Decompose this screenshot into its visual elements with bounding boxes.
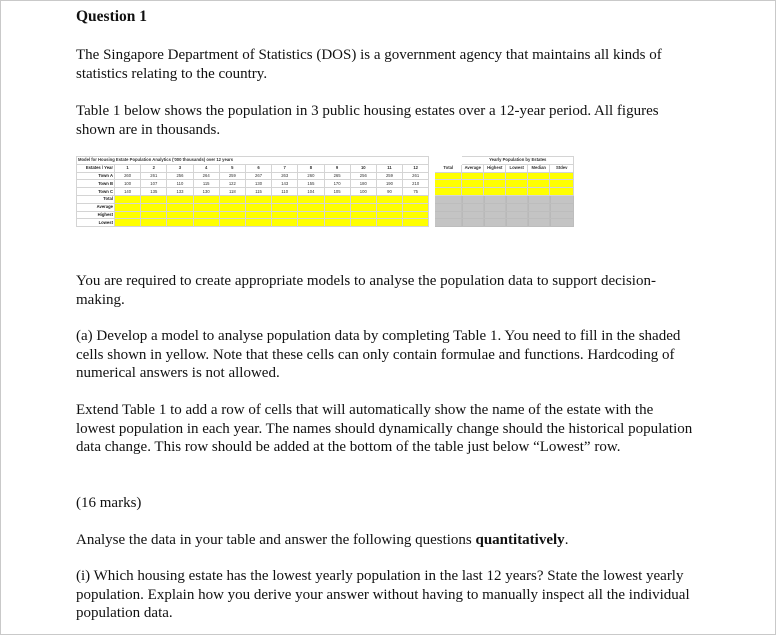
yellow-formula-cell <box>193 211 219 219</box>
grey-hatched-cell <box>506 195 528 203</box>
year-header: 11 <box>376 164 402 172</box>
population-value: 110 <box>167 180 193 188</box>
stat-header: Stdev <box>550 164 574 172</box>
population-value: 260 <box>298 172 324 180</box>
population-value: 259 <box>376 172 402 180</box>
population-value: 261 <box>403 172 429 180</box>
yellow-formula-cell <box>403 211 429 219</box>
yellow-formula-cell <box>115 203 141 211</box>
grey-hatched-cell <box>484 219 506 227</box>
population-value: 115 <box>193 180 219 188</box>
grey-hatched-cell <box>435 203 462 211</box>
summary-label: Highest <box>77 211 115 219</box>
grey-hatched-cell <box>528 195 550 203</box>
spacer-cell <box>435 157 462 165</box>
yellow-formula-cell <box>298 203 324 211</box>
population-value: 104 <box>298 188 324 196</box>
population-value: 256 <box>167 172 193 180</box>
intro-paragraph: The Singapore Department of Statistics (DOS) is a government agency that maintains all kinds of statistics relating to the country. <box>76 47 662 82</box>
population-value: 180 <box>350 180 376 188</box>
yellow-formula-cell <box>193 219 219 227</box>
yellow-formula-cell <box>141 211 167 219</box>
yellow-formula-cell <box>550 180 574 188</box>
yellow-formula-cell <box>435 188 462 196</box>
population-value: 100 <box>350 188 376 196</box>
town-label: Town B <box>77 180 115 188</box>
yellow-formula-cell <box>272 211 298 219</box>
spreadsheet-table-image <box>76 156 679 230</box>
yellow-formula-cell <box>350 195 376 203</box>
summary-row <box>77 211 574 219</box>
yellow-formula-cell <box>141 219 167 227</box>
grey-hatched-cell <box>462 211 484 219</box>
yellow-formula-cell <box>219 195 245 203</box>
yellow-formula-cell <box>376 195 402 203</box>
yellow-formula-cell <box>272 203 298 211</box>
yellow-formula-cell <box>167 203 193 211</box>
yellow-formula-cell <box>376 219 402 227</box>
yellow-formula-cell <box>462 180 484 188</box>
population-table <box>76 156 574 227</box>
population-value: 261 <box>141 172 167 180</box>
summary-label: Lowest <box>77 219 115 227</box>
yellow-formula-cell <box>484 180 506 188</box>
yellow-formula-cell <box>528 172 550 180</box>
population-value: 110 <box>272 188 298 196</box>
stat-header: Median <box>528 164 550 172</box>
year-header: 10 <box>350 164 376 172</box>
grey-hatched-cell <box>484 211 506 219</box>
table-intro-paragraph: Table 1 below shows the population in 3 public housing estates over a 12-year period. All figures shown are in thousands. <box>76 103 659 138</box>
yellow-formula-cell <box>141 203 167 211</box>
grey-hatched-cell <box>484 203 506 211</box>
yellow-formula-cell <box>350 211 376 219</box>
population-value: 259 <box>219 172 245 180</box>
population-value: 256 <box>350 172 376 180</box>
yellow-formula-cell <box>219 219 245 227</box>
grey-hatched-cell <box>435 219 462 227</box>
year-header: 4 <box>193 164 219 172</box>
analyse-paragraph <box>76 531 696 550</box>
table-header-row <box>77 164 574 172</box>
yellow-formula-cell <box>350 219 376 227</box>
yellow-formula-cell <box>272 219 298 227</box>
population-value: 133 <box>167 188 193 196</box>
yellow-formula-cell <box>403 219 429 227</box>
yellow-formula-cell <box>324 203 350 211</box>
population-value: 130 <box>245 180 271 188</box>
population-value: 155 <box>298 180 324 188</box>
analyse-suffix: . <box>564 532 569 548</box>
summary-row <box>77 203 574 211</box>
yellow-formula-cell <box>506 180 528 188</box>
population-value: 140 <box>115 188 141 196</box>
stat-header: Average <box>462 164 484 172</box>
analyse-bold: quantitatively <box>475 532 565 548</box>
yellow-formula-cell <box>403 195 429 203</box>
grey-hatched-cell <box>506 219 528 227</box>
year-header: 7 <box>272 164 298 172</box>
population-value: 122 <box>219 180 245 188</box>
yellow-formula-cell <box>298 219 324 227</box>
grey-hatched-cell <box>506 203 528 211</box>
yellow-formula-cell <box>167 195 193 203</box>
population-value: 260 <box>115 172 141 180</box>
question-title: Question 1 <box>76 8 148 25</box>
population-value: 105 <box>324 188 350 196</box>
grey-hatched-cell <box>528 211 550 219</box>
year-header: 6 <box>245 164 271 172</box>
yellow-formula-cell <box>298 211 324 219</box>
grey-hatched-cell <box>550 195 574 203</box>
year-header: 1 <box>115 164 141 172</box>
grey-hatched-cell <box>550 203 574 211</box>
year-header: 8 <box>298 164 324 172</box>
grey-hatched-cell <box>462 203 484 211</box>
town-row <box>77 172 574 180</box>
population-value: 263 <box>272 172 298 180</box>
grey-hatched-cell <box>550 219 574 227</box>
yellow-formula-cell <box>506 172 528 180</box>
yellow-formula-cell <box>528 188 550 196</box>
yellow-formula-cell <box>324 219 350 227</box>
yellow-formula-cell <box>298 195 324 203</box>
grey-hatched-cell <box>462 195 484 203</box>
yearly-population-header: Yearly Population by Estates <box>462 157 574 165</box>
yellow-formula-cell <box>193 203 219 211</box>
yellow-formula-cell <box>350 203 376 211</box>
year-header: 9 <box>324 164 350 172</box>
grey-hatched-cell <box>550 211 574 219</box>
yellow-formula-cell <box>376 203 402 211</box>
yellow-formula-cell <box>219 211 245 219</box>
table-title-row <box>77 157 574 165</box>
corner-header: Estates \ Year <box>77 164 115 172</box>
grey-hatched-cell <box>435 195 462 203</box>
town-row <box>77 180 574 188</box>
part-a-paragraph: (a) Develop a model to analyse population data by completing Table 1. You need to fill in the shaded cells shown in yellow. Note that these cells can only contain formulae and functions. Hardcoding of numerical answers is not allowed. <box>76 328 681 381</box>
population-value: 210 <box>403 180 429 188</box>
yellow-formula-cell <box>167 219 193 227</box>
grey-hatched-cell <box>506 211 528 219</box>
yellow-formula-cell <box>245 203 271 211</box>
summary-row <box>77 219 574 227</box>
yellow-formula-cell <box>462 172 484 180</box>
population-value: 118 <box>219 188 245 196</box>
town-label: Town C <box>77 188 115 196</box>
population-value: 130 <box>193 188 219 196</box>
yellow-formula-cell <box>167 211 193 219</box>
yellow-formula-cell <box>115 219 141 227</box>
town-row <box>77 188 574 196</box>
yellow-formula-cell <box>403 203 429 211</box>
grey-hatched-cell <box>484 195 506 203</box>
yellow-formula-cell <box>484 188 506 196</box>
population-value: 100 <box>115 180 141 188</box>
yellow-formula-cell <box>324 211 350 219</box>
population-value: 107 <box>141 180 167 188</box>
year-header: 5 <box>219 164 245 172</box>
town-label: Town A <box>77 172 115 180</box>
population-value: 265 <box>324 172 350 180</box>
population-value: 267 <box>245 172 271 180</box>
extend-paragraph: Extend Table 1 to add a row of cells that will automatically show the name of the estate with the lowest population in each year. The names should dynamically change should the historical population data change. This row should be added at the bottom of the table just below “Lowest” row. <box>76 402 693 455</box>
part-i-paragraph: (i) Which housing estate has the lowest yearly population in the last 12 years? State the lowest yearly population. Explain how you derive your answer without having to manually inspect all the individual population data. <box>76 568 690 621</box>
yellow-formula-cell <box>435 180 462 188</box>
table-title: Model for Housing Estate Population Analytics ('000 thousands) over 12 years <box>77 157 429 165</box>
year-header: 2 <box>141 164 167 172</box>
yellow-formula-cell <box>462 188 484 196</box>
population-value: 90 <box>376 188 402 196</box>
yellow-formula-cell <box>528 180 550 188</box>
total-header: Total <box>435 164 462 172</box>
summary-label: Average <box>77 203 115 211</box>
marks-label: (16 marks) <box>76 495 142 511</box>
yellow-formula-cell <box>115 211 141 219</box>
stat-header: Lowest <box>506 164 528 172</box>
year-header: 12 <box>403 164 429 172</box>
population-value: 135 <box>141 188 167 196</box>
yellow-formula-cell <box>484 172 506 180</box>
population-value: 170 <box>324 180 350 188</box>
population-value: 143 <box>272 180 298 188</box>
summary-row <box>77 195 574 203</box>
yellow-formula-cell <box>324 195 350 203</box>
yellow-formula-cell <box>245 195 271 203</box>
yellow-formula-cell <box>550 188 574 196</box>
yellow-formula-cell <box>219 203 245 211</box>
population-value: 115 <box>245 188 271 196</box>
yellow-formula-cell <box>376 211 402 219</box>
yellow-formula-cell <box>141 195 167 203</box>
population-value: 75 <box>403 188 429 196</box>
analyse-prefix: Analyse the data in your table and answer the following questions <box>76 532 476 548</box>
yellow-formula-cell <box>245 219 271 227</box>
yellow-formula-cell <box>506 188 528 196</box>
yellow-formula-cell <box>245 211 271 219</box>
grey-hatched-cell <box>462 219 484 227</box>
yellow-formula-cell <box>272 195 298 203</box>
yellow-formula-cell <box>193 195 219 203</box>
year-header: 3 <box>167 164 193 172</box>
grey-hatched-cell <box>528 203 550 211</box>
models-paragraph: You are required to create appropriate models to analyse the population data to support decision-making. <box>76 273 656 308</box>
grey-hatched-cell <box>435 211 462 219</box>
yellow-formula-cell <box>435 172 462 180</box>
stat-header: Highest <box>484 164 506 172</box>
yellow-formula-cell <box>550 172 574 180</box>
yellow-formula-cell <box>115 195 141 203</box>
summary-label: Total <box>77 195 115 203</box>
population-value: 264 <box>193 172 219 180</box>
population-value: 190 <box>376 180 402 188</box>
grey-hatched-cell <box>528 219 550 227</box>
